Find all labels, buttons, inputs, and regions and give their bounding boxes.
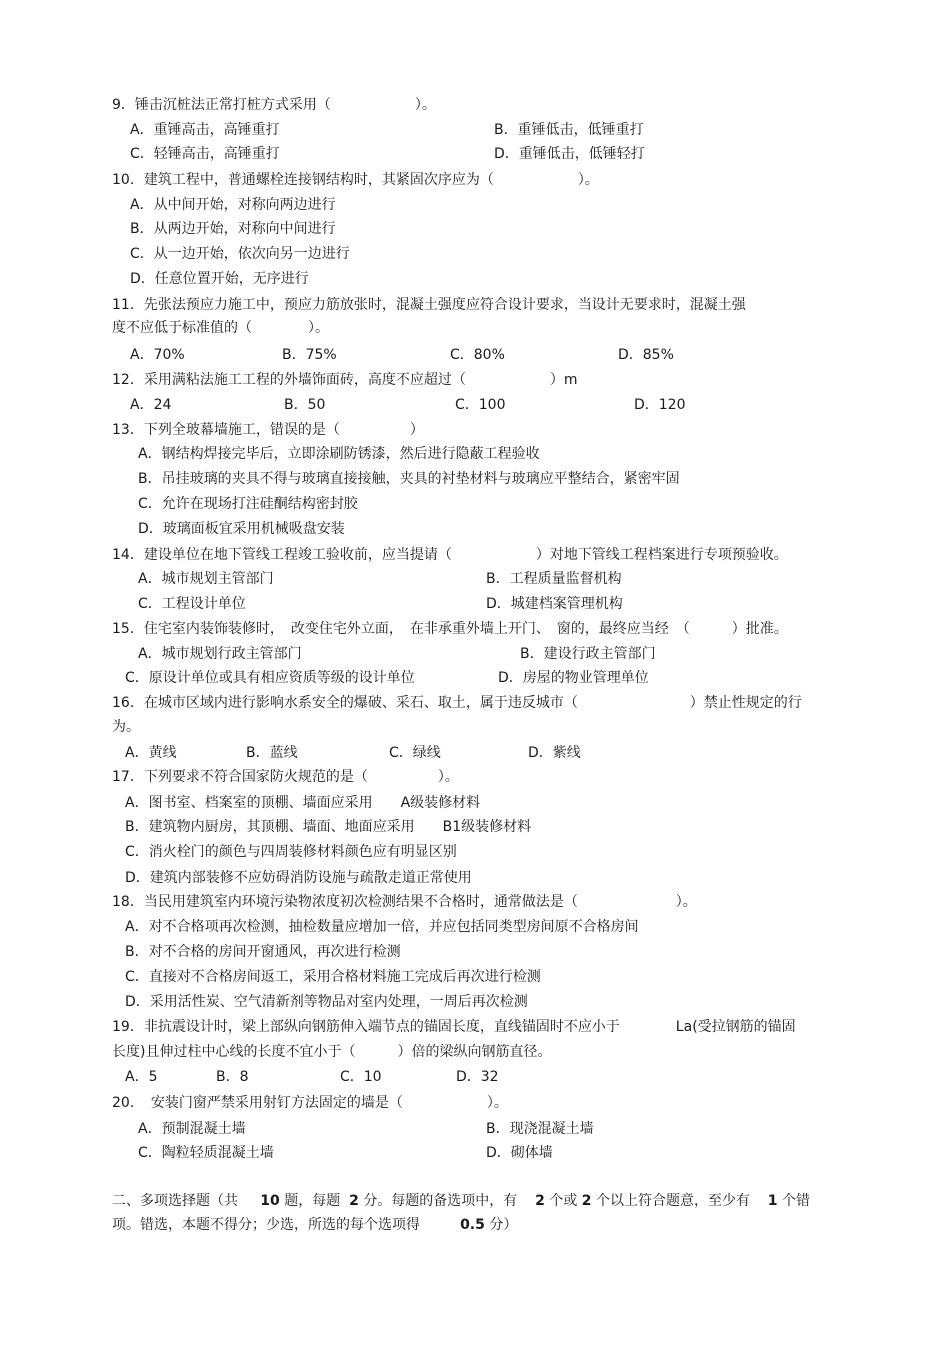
q17-option-d: D．建筑内部装修不应妨碍消防设施与疏散走道正常使用 bbox=[125, 870, 472, 886]
question-11-stem-line1: 11．先张法预应力施工中，预应力筋放张时，混凝土强度应符合设计要求，当设计无要求时，混凝土强 bbox=[112, 297, 746, 313]
q16-option-a: A．黄线 bbox=[125, 745, 177, 761]
q19-option-c: C．10 bbox=[340, 1069, 382, 1085]
q20-option-d: D．砌体墙 bbox=[486, 1145, 553, 1161]
question-11-stem-line2: 度不应低于标准值的（ ）。 bbox=[112, 320, 329, 336]
q12-option-c: C．100 bbox=[455, 397, 506, 413]
question-9-stem: 9．锤击沉桩法正常打桩方式采用（ ）。 bbox=[112, 97, 436, 113]
q10-option-d: D．任意位置开始，无序进行 bbox=[130, 271, 309, 287]
q11-option-d: D．85% bbox=[618, 347, 674, 363]
section-2-partial-score: 0.5 bbox=[460, 1217, 485, 1233]
section-2-text: 分） bbox=[489, 1217, 518, 1233]
question-19-stem-line2: 长度)且伸过柱中心线的长度不宜小于（ ）倍的梁纵向钢筋直径。 bbox=[112, 1044, 552, 1060]
q16-option-b: B．蓝线 bbox=[246, 745, 298, 761]
q19-option-d: D．32 bbox=[456, 1069, 499, 1085]
q18-option-c: C．直接对不合格房间返工，采用合格材料施工完成后再次进行检测 bbox=[125, 969, 541, 985]
q15-option-c: C．原设计单位或具有相应资质等级的设计单位 bbox=[125, 670, 415, 686]
q9-option-c: C．轻锤高击，高锤重打 bbox=[130, 146, 280, 162]
q13-option-b: B．吊挂玻璃的夹具不得与玻璃直接接触，夹具的衬垫材料与玻璃应平整结合，紧密牢固 bbox=[138, 471, 680, 487]
q17-option-a: A．图书室、档案室的顶棚、墙面应采用 A级装修材料 bbox=[125, 795, 481, 811]
q13-option-a: A．钢结构焊接完毕后，立即涂刷防锈漆，然后进行隐蔽工程验收 bbox=[138, 446, 540, 462]
section-2-instructions-line1 bbox=[112, 1192, 810, 1210]
q16-option-d: D．紫线 bbox=[528, 745, 581, 761]
q14-option-c: C．工程设计单位 bbox=[138, 596, 246, 612]
q13-option-d: D．玻璃面板宜采用机械吸盘安装 bbox=[138, 521, 345, 537]
q15-option-d: D．房屋的物业管理单位 bbox=[498, 670, 649, 686]
q20-option-a: A．预制混凝土墙 bbox=[138, 1121, 246, 1137]
section-2-text: 分。每题的备选项中，有 bbox=[363, 1193, 518, 1209]
q19-option-b: B．8 bbox=[216, 1069, 249, 1085]
section-2-correct-count: 2 bbox=[535, 1193, 545, 1209]
section-2-text: 二、多项选择题（共 bbox=[112, 1193, 238, 1209]
q9-option-a: A．重锤高击，高锤重打 bbox=[130, 122, 280, 138]
q19-option-a: A．5 bbox=[125, 1069, 158, 1085]
q12-option-d: D．120 bbox=[634, 397, 686, 413]
q12-option-b: B．50 bbox=[284, 397, 326, 413]
question-16-stem-line1: 16．在城市区域内进行影响水系安全的爆破、采石、取土，属于违反城市（ ）禁止性规定的行 bbox=[112, 695, 802, 711]
q9-option-d: D．重锤低击，低锤轻打 bbox=[494, 146, 645, 162]
question-20-stem: 20． 安装门窗严禁采用射钉方法固定的墙是（ ）。 bbox=[112, 1095, 508, 1111]
question-14-stem: 14．建设单位在地下管线工程竣工验收前，应当提请（ ）对地下管线工程档案进行专项预验收。 bbox=[112, 547, 788, 563]
q13-option-c: C．允许在现场打注硅酮结构密封胶 bbox=[138, 496, 358, 512]
q18-option-b: B．对不合格的房间开窗通风，再次进行检测 bbox=[125, 944, 401, 960]
section-2-text: 题，每题 bbox=[284, 1193, 341, 1209]
question-17-stem: 17．下列要求不符合国家防火规范的是（ ）。 bbox=[112, 769, 459, 785]
question-13-stem: 13．下列全玻幕墙施工，错误的是（ ） bbox=[112, 422, 424, 438]
section-2-correct-count: 2 bbox=[581, 1193, 592, 1209]
question-16-stem-line2: 为。 bbox=[112, 719, 140, 735]
question-10-stem: 10．建筑工程中，普通螺栓连接钢结构时，其紧固次序应为（ ）。 bbox=[112, 172, 599, 188]
section-2-text: 个以上符合题意，至少有 bbox=[595, 1193, 750, 1209]
q14-option-b: B．工程质量监督机构 bbox=[486, 571, 622, 587]
q12-option-a: A．24 bbox=[130, 397, 172, 413]
section-2-wrong-count: 1 bbox=[767, 1193, 778, 1209]
q11-option-c: C．80% bbox=[450, 347, 505, 363]
q14-option-a: A．城市规划主管部门 bbox=[138, 571, 274, 587]
q15-option-a: A．城市规划行政主管部门 bbox=[138, 646, 302, 662]
section-2-text: 项。错选，本题不得分；少选，所选的每个选项得 bbox=[112, 1217, 420, 1233]
q15-option-b: B．建设行政主管部门 bbox=[520, 646, 656, 662]
q11-option-b: B．75% bbox=[282, 347, 337, 363]
question-18-stem: 18．当民用建筑室内环境污染物浓度初次检测结果不合格时，通常做法是（ ）。 bbox=[112, 894, 697, 910]
q17-option-b: B．建筑物内厨房，其顶棚、墙面、地面应采用 B1级装修材料 bbox=[125, 819, 532, 835]
q10-option-a: A．从中间开始，对称向两边进行 bbox=[130, 197, 336, 213]
section-2-text: 个错 bbox=[782, 1193, 810, 1209]
section-2-instructions-line2 bbox=[112, 1216, 517, 1234]
question-19-stem-line1: 19．非抗震设计时，梁上部纵向钢筋伸入端节点的锚固长度，直线锚固时不应小于 La(受拉钢筋的锚固 bbox=[112, 1019, 796, 1035]
q10-option-c: C．从一边开始，依次向另一边进行 bbox=[130, 246, 350, 262]
q18-option-a: A．对不合格项再次检测，抽检数量应增加一倍，并应包括同类型房间原不合格房间 bbox=[125, 919, 639, 935]
q9-option-b: B．重锤低击，低锤重打 bbox=[494, 122, 644, 138]
q16-option-c: C．绿线 bbox=[389, 745, 441, 761]
question-12-stem: 12．采用满粘法施工工程的外墙饰面砖，高度不应超过（ ）m bbox=[112, 372, 578, 388]
q18-option-d: D．采用活性炭、空气清新剂等物品对室内处理，一周后再次检测 bbox=[125, 994, 528, 1010]
q20-option-c: C．陶粒轻质混凝土墙 bbox=[138, 1145, 274, 1161]
question-15-stem: 15．住宅室内装饰装修时， 改变住宅外立面， 在非承重外墙上开门、 窗的，最终应当经 （ ）批准。 bbox=[112, 621, 788, 637]
section-2-question-count: 10 bbox=[260, 1193, 280, 1209]
q10-option-b: B．从两边开始，对称向中间进行 bbox=[130, 221, 336, 237]
section-2-points: 2 bbox=[349, 1193, 359, 1209]
q17-option-c: C．消火栓门的颜色与四周装修材料颜色应有明显区别 bbox=[125, 844, 457, 860]
q20-option-b: B．现浇混凝土墙 bbox=[486, 1121, 594, 1137]
q11-option-a: A．70% bbox=[130, 347, 185, 363]
section-2-text: 个或 bbox=[549, 1193, 578, 1209]
q14-option-d: D．城建档案管理机构 bbox=[486, 596, 623, 612]
